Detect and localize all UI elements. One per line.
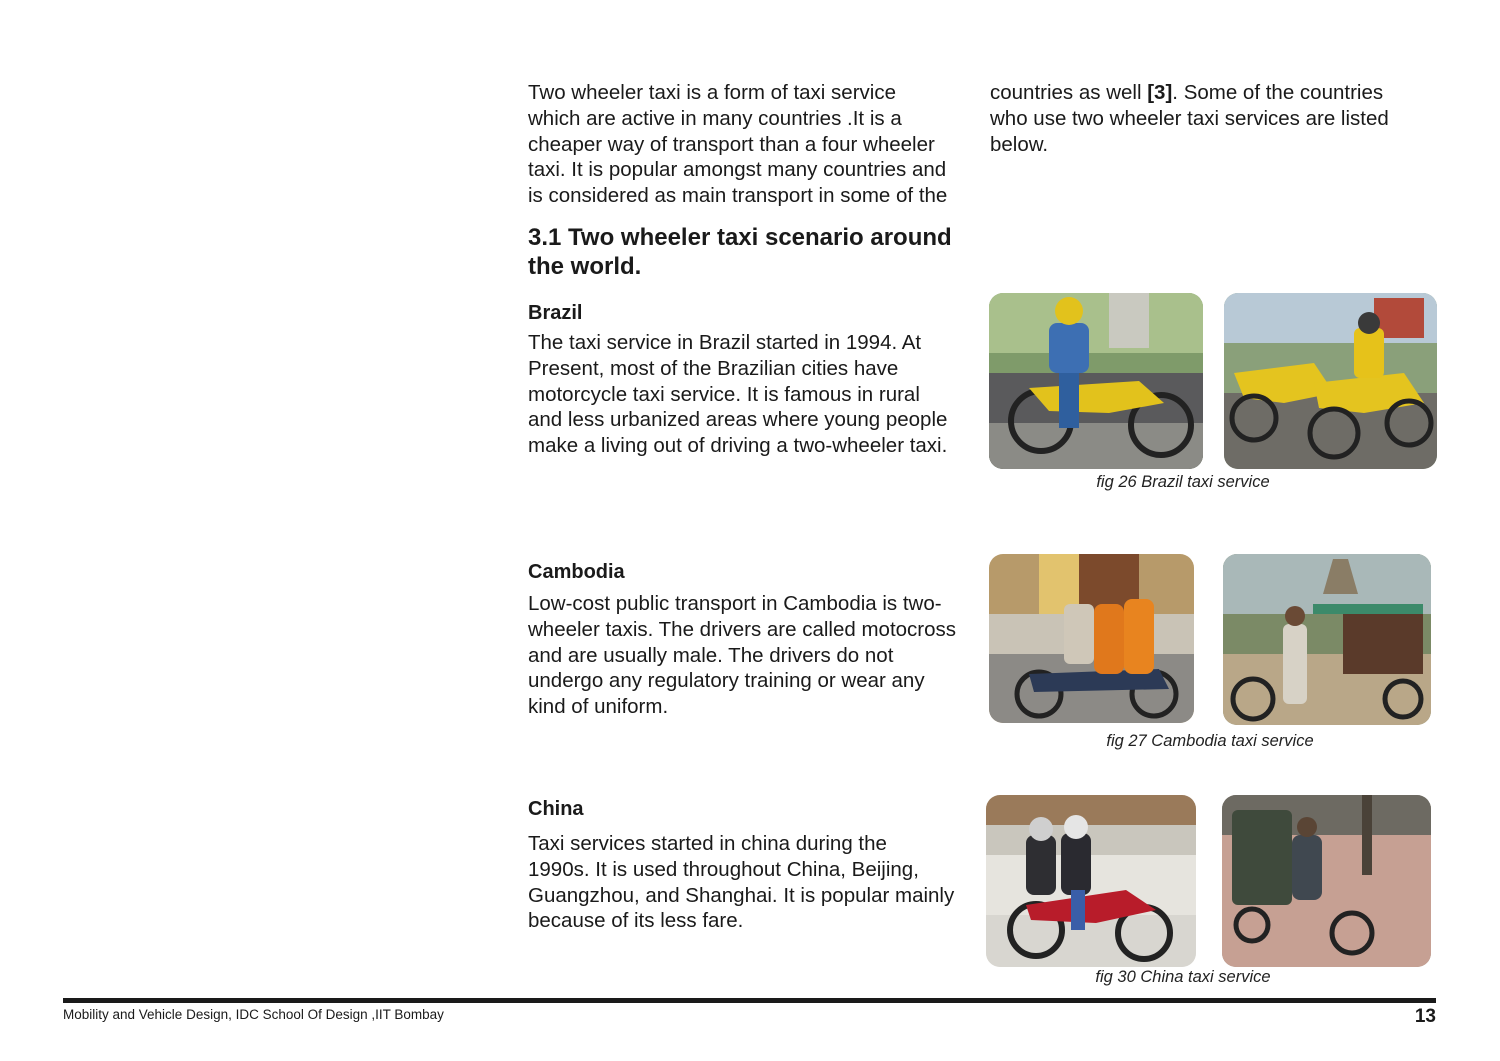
page-number: 13: [1414, 1006, 1436, 1027]
china-line: because of its less fare.: [528, 909, 744, 933]
section-heading: 3.1 Two wheeler taxi scenario around the world.: [528, 224, 952, 280]
cambodia-line: and are usually male. The drivers do not: [528, 643, 894, 667]
china-photo-motorcycle: [986, 795, 1196, 967]
brazil-line: make a living out of driving a two-wheeler taxi.: [528, 434, 948, 458]
china-line: 1990s. It is used throughout China, Beijing,: [528, 857, 919, 881]
china-caption: fig 30 China taxi service: [1095, 968, 1271, 986]
cambodia-line: wheeler taxis. The drivers are called motocross: [528, 617, 957, 641]
cambodia-heading: Cambodia: [528, 561, 625, 583]
cambodia-line: kind of uniform.: [528, 695, 669, 719]
brazil-heading: Brazil: [528, 302, 583, 324]
china-photo-cargo-tricycle: [1222, 795, 1431, 967]
brazil-photo-rider: [989, 293, 1203, 469]
intro-right-paragraph: [990, 80, 1430, 157]
china-heading: China: [528, 798, 584, 820]
brazil-paragraph: [528, 330, 978, 459]
china-line: Taxi services started in china during the: [528, 832, 887, 855]
footer-rule: [63, 998, 1436, 1003]
cambodia-caption: fig 27 Cambodia taxi service: [1106, 732, 1314, 750]
brazil-line: Present, most of the Brazilian cities have: [528, 356, 899, 380]
brazil-line: motorcycle taxi service. It is famous in rural: [528, 382, 920, 406]
intro-left-paragraph: [528, 80, 978, 209]
cambodia-photo-tuktuk: [1223, 554, 1431, 725]
cambodia-line: Low-cost public transport in Cambodia is two-: [528, 592, 942, 615]
brazil-line: and less urbanized areas where young people: [528, 408, 948, 432]
cambodia-line: undergo any regulatory training or wear any: [528, 669, 925, 693]
cambodia-paragraph: [528, 591, 978, 720]
intro-line: Two wheeler taxi is a form of taxi service: [528, 81, 896, 104]
china-paragraph: [528, 831, 978, 934]
brazil-caption: fig 26 Brazil taxi service: [1096, 473, 1270, 491]
brazil-line: The taxi service in Brazil started in 1994. At: [528, 331, 922, 354]
intro-line: below.: [990, 132, 1049, 156]
intro-line: countries as well [3]. Some of the countries: [990, 81, 1384, 104]
citation-reference: [3]: [1147, 81, 1173, 104]
intro-line: cheaper way of transport than a four wheeler: [528, 132, 935, 156]
footer-title: Mobility and Vehicle Design, IDC School Of Design ,IIT Bombay: [63, 1007, 444, 1022]
intro-line: who use two wheeler taxi services are listed: [990, 106, 1389, 130]
intro-line: is considered as main transport in some of the: [528, 184, 948, 208]
cambodia-photo-monks: [989, 554, 1194, 723]
china-line: Guangzhou, and Shanghai. It is popular mainly: [528, 883, 955, 907]
intro-line: which are active in many countries .It is a: [528, 106, 902, 130]
intro-line: taxi. It is popular amongst many countries and: [528, 158, 947, 182]
brazil-photo-group: [1224, 293, 1437, 469]
